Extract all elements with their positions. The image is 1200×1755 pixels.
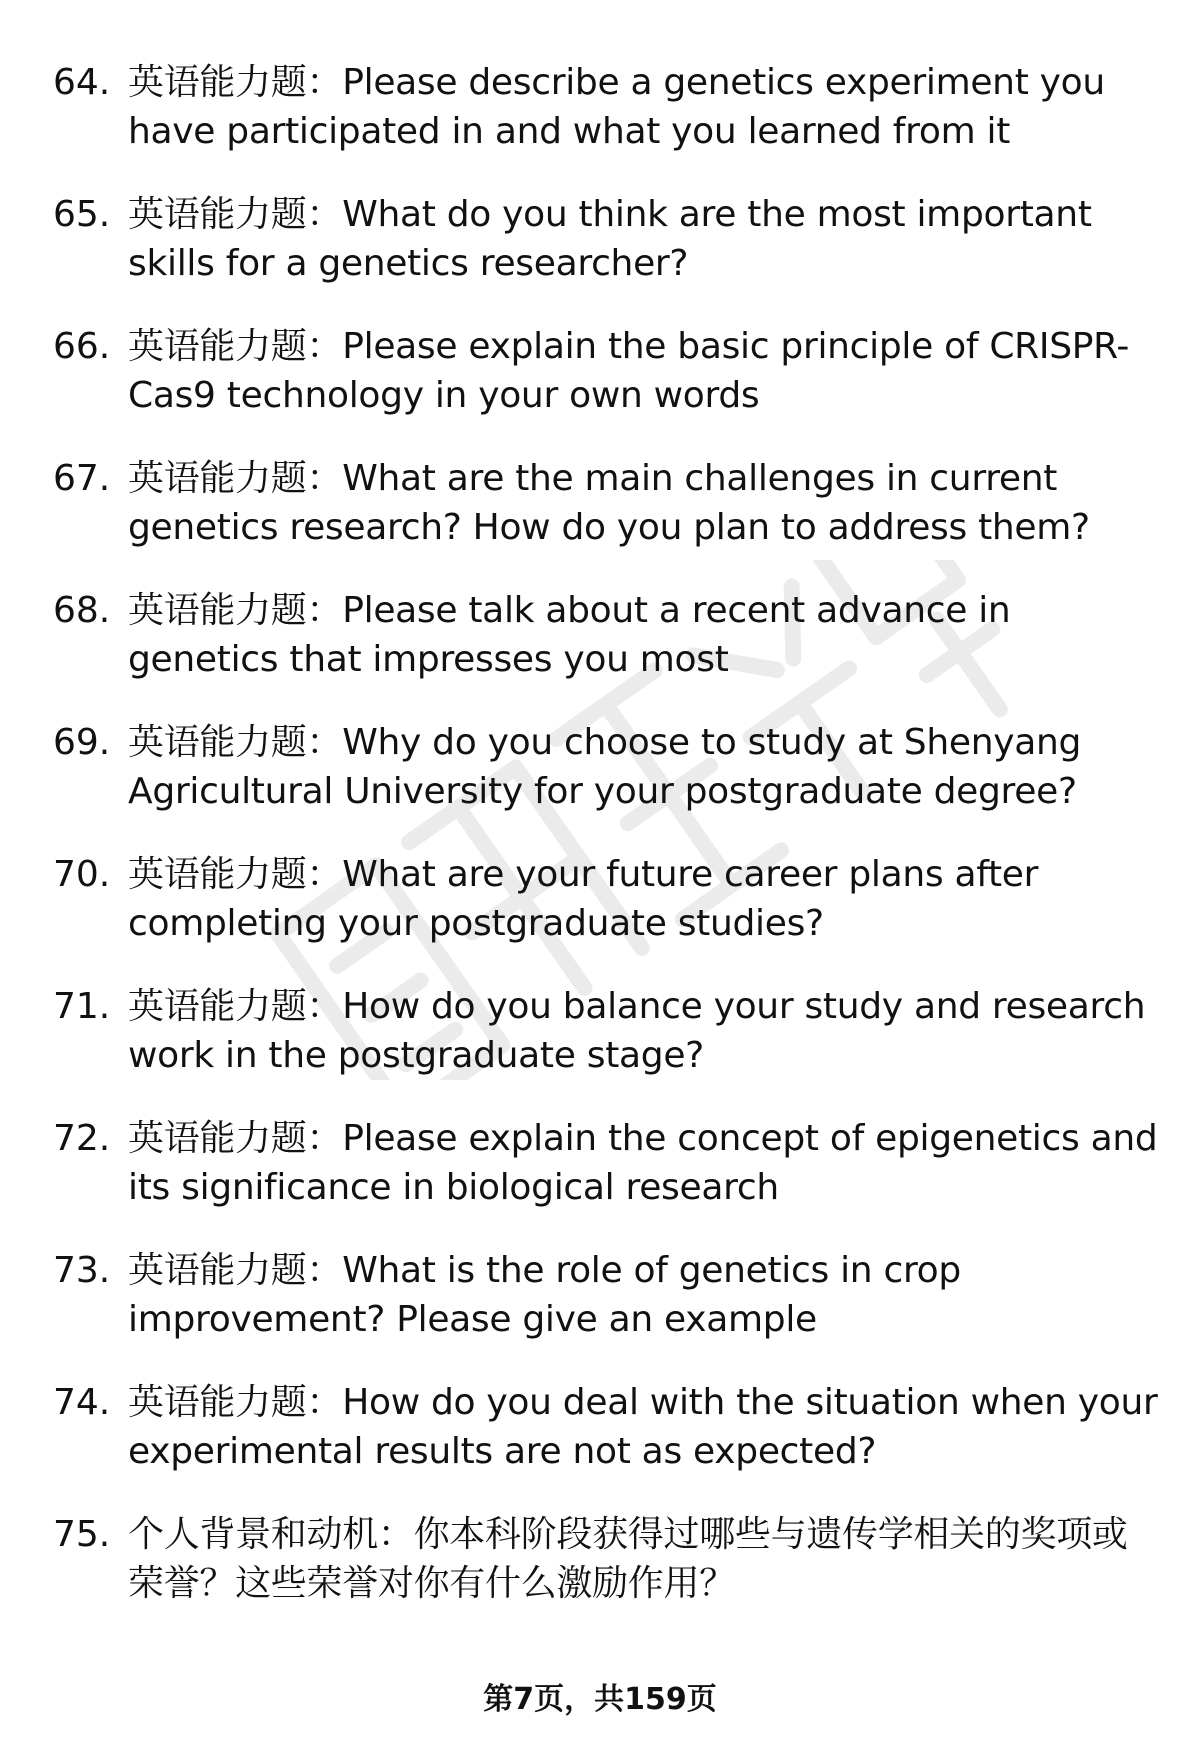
- question-item-71: [0, 982, 1200, 1114]
- page-number: 第7页，共159页: [483, 1682, 717, 1717]
- question-category: 英语能力题：: [128, 722, 343, 763]
- question-item-67: [0, 454, 1200, 586]
- question-number: 66.: [53, 326, 111, 367]
- question-body: What do you think are the most important skills for a genetics researcher?: [128, 194, 1092, 284]
- question-body: What are your future career plans after completing your postgraduate studies?: [128, 854, 1039, 944]
- question-item-74: [0, 1378, 1200, 1510]
- question-body: Please describe a genetics experiment you have participated in and what you learned from it: [128, 62, 1105, 152]
- question-number: 65.: [53, 194, 111, 235]
- question-category: 英语能力题：: [128, 854, 343, 895]
- question-item-75: [0, 1510, 1200, 1642]
- question-body: Please explain the concept of epigenetics and its significance in biological research: [128, 1118, 1158, 1208]
- question-text: [128, 454, 1158, 552]
- question-item-66: [0, 322, 1200, 454]
- question-text: [128, 1378, 1158, 1476]
- question-body: How do you deal with the situation when your experimental results are not as expected?: [128, 1382, 1158, 1472]
- question-body: Why do you choose to study at Shenyang Agricultural University for your postgraduate degree?: [128, 722, 1082, 812]
- question-category: 英语能力题：: [128, 194, 343, 235]
- question-number: 70.: [53, 854, 111, 895]
- question-category: 英语能力题：: [128, 1250, 343, 1291]
- question-number: 69.: [53, 722, 111, 763]
- question-category: 英语能力题：: [128, 458, 343, 499]
- question-number: 72.: [53, 1118, 111, 1159]
- question-item-65: [0, 190, 1200, 322]
- question-category: 个人背景和动机：: [128, 1514, 414, 1555]
- question-category: 英语能力题：: [128, 326, 343, 367]
- question-text: [128, 1246, 1158, 1344]
- question-list: [0, 58, 1200, 1642]
- question-number: 75.: [53, 1514, 111, 1555]
- question-text: [128, 322, 1158, 420]
- question-text: [128, 718, 1158, 816]
- question-number: 74.: [53, 1382, 111, 1423]
- question-body: What are the main challenges in current genetics research? How do you plan to address them?: [128, 458, 1090, 548]
- question-text: [128, 586, 1158, 684]
- question-text: [128, 58, 1158, 156]
- question-category: 英语能力题：: [128, 62, 343, 103]
- question-number: 71.: [53, 986, 111, 1027]
- question-body: How do you balance your study and research work in the postgraduate stage?: [128, 986, 1146, 1076]
- question-body: What is the role of genetics in crop improvement? Please give an example: [128, 1250, 961, 1340]
- question-number: 64.: [53, 62, 111, 103]
- question-text: [128, 190, 1158, 288]
- question-category: 英语能力题：: [128, 1118, 343, 1159]
- question-item-70: [0, 850, 1200, 982]
- question-text: [128, 850, 1158, 948]
- question-category: 英语能力题：: [128, 1382, 343, 1423]
- question-number: 73.: [53, 1250, 111, 1291]
- question-item-72: [0, 1114, 1200, 1246]
- question-body: Please explain the basic principle of CRISPR-Cas9 technology in your own words: [128, 326, 1130, 416]
- question-item-68: [0, 586, 1200, 718]
- question-text: [128, 1114, 1158, 1212]
- question-text: [128, 1510, 1158, 1608]
- question-number: 68.: [53, 590, 111, 631]
- question-body: 你本科阶段获得过哪些与遗传学相关的奖项或荣誉？这些荣誉对你有什么激励作用？: [128, 1514, 1128, 1604]
- question-text: [128, 982, 1158, 1080]
- question-number: 67.: [53, 458, 111, 499]
- question-category: 英语能力题：: [128, 986, 343, 1027]
- question-item-64: [0, 58, 1200, 190]
- question-body: Please talk about a recent advance in genetics that impresses you most: [128, 590, 1011, 680]
- question-category: 英语能力题：: [128, 590, 343, 631]
- question-item-69: [0, 718, 1200, 850]
- question-item-73: [0, 1246, 1200, 1378]
